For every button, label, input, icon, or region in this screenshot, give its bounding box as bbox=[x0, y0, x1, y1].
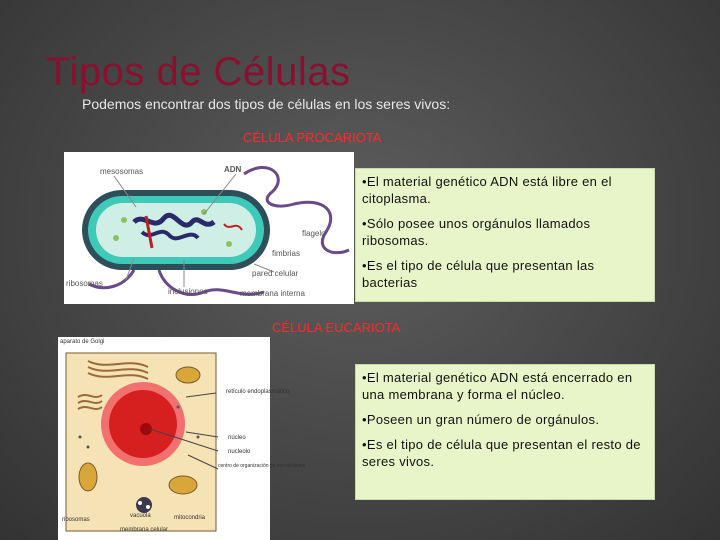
slide-subtitle: Podemos encontrar dos tipos de células en los seres vivos: bbox=[82, 96, 451, 112]
label-membrana-celular: membrana celular bbox=[120, 527, 169, 533]
eukaryote-bullet-3: •Es el tipo de célula que presentan el resto de seres vivos. bbox=[362, 437, 641, 469]
prokaryote-bullet-3: •Es el tipo de célula que presentan las bacterias bbox=[362, 258, 595, 290]
label-ribosomas: ribosomas bbox=[66, 279, 103, 288]
label-membrana-interna: membrana interna bbox=[240, 289, 305, 298]
label-inclusiones: inclusiones bbox=[168, 287, 208, 296]
prokaryote-info-box bbox=[355, 168, 655, 302]
eukaryote-bullet-1: •El material genético ADN está encerrado en una membrana y forma el núcleo. bbox=[362, 370, 633, 402]
prokaryote-bullet-2: •Sólo posee unos orgánulos llamados ribosomas. bbox=[362, 216, 591, 248]
label-centro: centro de organización de microtúbulos bbox=[218, 463, 306, 469]
label-reticulo: retículo endoplasmático bbox=[226, 389, 290, 395]
label-ribosomas-euk: ribosomas bbox=[62, 517, 90, 523]
eukaryote-diagram bbox=[58, 337, 306, 540]
label-mesosomas: mesosomas bbox=[100, 167, 144, 176]
label-mitocondria: mitocondria bbox=[174, 515, 206, 521]
label-adn: ADN bbox=[224, 165, 242, 174]
eukaryote-info-box bbox=[355, 364, 655, 500]
label-golgi: aparato de Golgi bbox=[60, 339, 105, 345]
label-vacuola: vacuola bbox=[130, 513, 151, 519]
slide-title: Tipos de Células bbox=[46, 50, 351, 94]
prokaryote-heading: CÉLULA PROCARIOTA bbox=[243, 130, 382, 145]
eukaryote-heading: CÉLULA EUCARIOTA bbox=[272, 320, 401, 335]
label-flagelo: flagelo bbox=[302, 229, 326, 238]
eukaryote-bullet-2: •Poseen un gran número de orgánulos. bbox=[362, 412, 600, 427]
label-nucleolo: nucleolo bbox=[228, 449, 251, 455]
label-nucleo: núcleo bbox=[228, 435, 246, 441]
prokaryote-bullet-1: •El material genético ADN está libre en el citoplasma. bbox=[362, 174, 612, 206]
prokaryote-diagram bbox=[64, 152, 354, 304]
label-pared-celular: pared celular bbox=[252, 269, 299, 278]
label-fimbrias: fimbrias bbox=[272, 249, 301, 258]
